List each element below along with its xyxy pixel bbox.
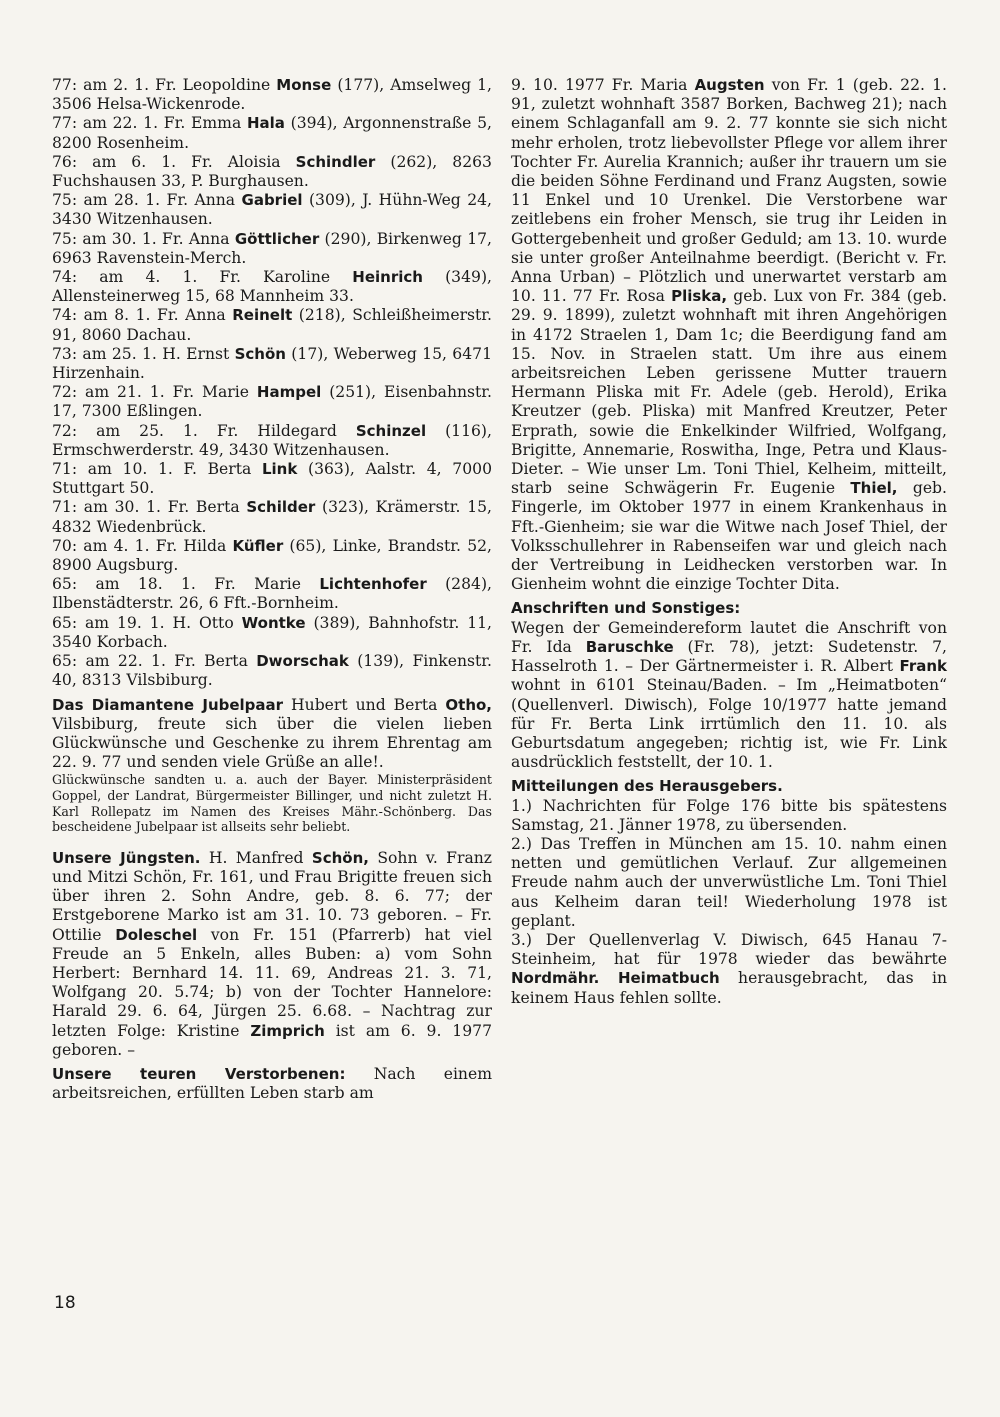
- publisher-item-3: [511, 931, 947, 1008]
- entry-name: Schön: [234, 344, 286, 363]
- person-name: Zimprich: [250, 1021, 325, 1040]
- entry-name: Schilder: [246, 498, 316, 517]
- birthday-entry: [52, 76, 492, 114]
- entry-text: (116), Ermschwerderstr. 49, 3430 Witzenhausen.: [52, 421, 492, 459]
- paragraph-text: ist am 6. 9. 1977 geboren. –: [52, 1021, 492, 1059]
- birthday-entry: [52, 460, 492, 498]
- publisher-heading: Mitteilungen des Herausgebers.: [511, 777, 783, 796]
- birthday-list: [52, 76, 492, 691]
- birthday-entry: [52, 230, 492, 268]
- youngest-paragraph: [52, 849, 492, 1060]
- person-name: Otho,: [445, 695, 492, 714]
- birthday-entry: [52, 114, 492, 152]
- paragraph-text: herausgebracht, das in keinem Haus fehlen sollte.: [511, 969, 947, 1007]
- entry-name: Monse: [276, 76, 332, 94]
- paragraph-text: geb. Lux von Fr. 384 (geb. 29. 9. 1899), zuletzt wohnhaft mit ihren Angehörigen in 4172 Straelen 1, Dam 1c; die Beerdigung fand am 15. Nov. in Straelen statt. Um ihre aus einem arbeitsreichen Leben gerissene Mutter trauern Hermann Pliska mit Fr. Adele (geb. Herold), Erika Kreutzer (geb. Pliska) mit Manfred Kreutzer, Peter Erprath, sowie die Enkelkinder Wilfried, Wolfgang, Brigitte, Annemarie, Roswitha, Inge, Petra und Klaus-Dieter. – Wie unser Lm. Toni Thiel, Kelheim, mitteilt, starb seine Schwägerin Fr. Eugenie: [511, 287, 948, 498]
- birthday-entry: [52, 422, 492, 460]
- entry-text: (323), Krämerstr. 15, 4832 Wiedenbrück.: [52, 498, 492, 536]
- entry-text: 72: am 21. 1. Fr. Marie: [52, 383, 257, 402]
- entry-text: 65: am 19. 1. H. Otto: [52, 613, 242, 632]
- entry-text: 71: am 30. 1. Fr. Berta: [52, 498, 247, 517]
- deceased-continued: [511, 76, 947, 594]
- entry-text: 77: am 2. 1. Fr. Leopoldine: [52, 76, 277, 94]
- entry-name: Dworschak: [256, 652, 349, 671]
- entry-text: (262), 8263 Fuchshausen 33, P. Burghausen.: [52, 152, 492, 191]
- youngest-heading: Unsere Jüngsten.: [52, 848, 201, 867]
- paragraph-text: Sohn v. Franz und Mitzi Schön, Fr. 161, und Frau Brigitte freuen sich über ihren 2. Sohn Andre, geb. 8. 6. 77; der Erstgeborene Marko ist am 31. 10. 73 geboren. – Fr. Ottilie: [52, 848, 493, 944]
- paragraph-text: 9. 10. 1977 Fr. Maria: [511, 76, 695, 94]
- entry-name: Lichtenhofer: [319, 575, 427, 594]
- entry-text: (394), Argonnenstraße 5, 8200 Rosenheim.: [52, 114, 492, 152]
- person-name: Frank: [899, 657, 947, 676]
- person-name: Thiel,: [850, 479, 898, 498]
- entry-text: 72: am 25. 1. Fr. Hildegard: [52, 421, 356, 440]
- jubilee-heading: Das Diamantene Jubelpaar: [52, 695, 284, 714]
- entry-name: Wontke: [241, 613, 306, 632]
- person-name: Augsten: [694, 76, 765, 94]
- person-name: Schön,: [311, 848, 369, 867]
- entry-text: (139), Finkenstr. 40, 8313 Vilsbiburg.: [52, 652, 492, 690]
- entry-text: 77: am 22. 1. Fr. Emma: [52, 114, 247, 133]
- entry-text: (17), Weberweg 15, 6471 Hirzenhain.: [52, 344, 492, 383]
- entry-text: (349), Allensteinerweg 15, 68 Mannheim 33.: [52, 268, 492, 306]
- entry-text: (65), Linke, Brandstr. 52, 8900 Augsburg.: [52, 536, 492, 575]
- entry-name: Küfler: [232, 536, 284, 555]
- birthday-entry: [52, 652, 492, 690]
- entry-text: (363), Aalstr. 4, 7000 Stuttgart 50.: [52, 460, 492, 498]
- right-column: [511, 76, 947, 1008]
- paragraph-text: (Fr. 78), jetzt: Sudetenstr. 7, Hasselroth 1. – Der Gärtnermeister i. R. Albert: [511, 637, 947, 676]
- entry-name: Gabriel: [241, 191, 303, 210]
- entry-text: (251), Eisenbahnstr. 17, 7300 Eßlingen.: [52, 383, 492, 421]
- paragraph-text: Hubert und Berta: [283, 695, 446, 714]
- entry-name: Schinzel: [355, 421, 427, 440]
- birthday-entry: [52, 614, 492, 652]
- entry-name: Göttlicher: [234, 229, 320, 248]
- publisher-item-2: 2.) Das Treffen in München am 15. 10. nahm einen netten und gemütlichen Verlauf. Zur allgemeinen Freude nahm auch der unverwüstliche Lm. Toni Thiel aus Kelheim daran teil! Wiederholung 1978 ist geplant.: [511, 834, 947, 930]
- entry-text: (290), Birkenweg 17, 6963 Ravenstein-Merch.: [52, 229, 492, 267]
- publisher-item-1: 1.) Nachrichten für Folge 176 bitte bis spätestens Samstag, 21. Jänner 1978, zu übersenden.: [511, 796, 947, 834]
- paragraph-text: geb. Fingerle, im Oktober 1977 in einem Krankenhaus in Fft.-Gienheim; sie war die Witwe nach Josef Thiel, der Volksschullehrer in Rabenseifen war und gleich nach der Vertreibung in Leidhecken verstorben war. In Gienheim wohnt die einzige Tochter Dita.: [511, 479, 947, 594]
- birthday-entry: [52, 383, 492, 421]
- addresses-paragraph: [511, 619, 947, 773]
- birthday-entry: [52, 191, 492, 229]
- entry-name: Heinrich: [352, 268, 423, 287]
- paragraph-text: H. Manfred: [200, 848, 312, 867]
- birthday-entry: [52, 537, 492, 575]
- person-name: Baruschke: [585, 637, 674, 656]
- entry-name: Hala: [246, 114, 285, 133]
- person-name: Doleschel: [115, 925, 198, 944]
- birthday-entry: [52, 268, 492, 306]
- entry-name: Hampel: [256, 383, 322, 402]
- deceased-paragraph: [52, 1065, 492, 1103]
- entry-text: 65: am 22. 1. Fr. Berta: [52, 652, 257, 671]
- entry-text: (284), Ilbenstädterstr. 26, 6 Fft.-Bornheim.: [52, 575, 492, 613]
- entry-text: (389), Bahnhofstr. 11, 3540 Korbach.: [52, 613, 492, 651]
- entry-text: (218), Schleißheimerstr. 91, 8060 Dachau.: [52, 306, 492, 344]
- paragraph-text: 3.) Der Quellenverlag V. Diwisch, 645 Hanau 7-Steinheim, hat für 1978 wieder das bewährte: [511, 930, 947, 969]
- entry-text: 73: am 25. 1. H. Ernst: [52, 344, 235, 363]
- entry-text: (177), Amselweg 1, 3506 Helsa-Wickenrode.: [52, 76, 492, 114]
- paragraph-text: von Fr. 1 (geb. 22. 1. 91, zuletzt wohnhaft 3587 Borken, Bachweg 21); nach einem Schlaganfall am 9. 2. 77 konnte sie sich nicht mehr erholen, trotz liebevollster Pflege vor allem ihrer Tochter Fr. Aurelia Krannich; außer ihr trauern um sie die beiden Söhne Ferdinand und Franz Augsten, sowie 11 Enkel und 10 Urenkel. Die Verstorbene war zeitlebens ein froher Mensch, sie trug ihr Leiden in Gottergebenheit und großer Geduld; am 13. 10. wurde sie unter großer Anteilnahme beerdigt. (Bericht v. Fr. Anna Urban) – Plötzlich und unerwartet verstarb am 10. 11. 77 Fr. Rosa: [511, 76, 947, 306]
- person-name: Pliska,: [671, 287, 728, 306]
- jubilee-note: Glückwünsche sandten u. a. auch der Bayer. Ministerpräsident Goppel, der Landrat, Bürgermeister Billinger, und nicht zuletzt H. Karl Rollepatz im Namen des Kreises Mähr.-Schönberg. Das bescheidene Jubelpaar ist allseits sehr beliebt.: [52, 772, 492, 835]
- birthday-entry: [52, 575, 492, 613]
- entry-text: 71: am 10. 1. F. Berta: [52, 460, 262, 479]
- deceased-heading: Unsere teuren Verstorbenen:: [52, 1064, 346, 1083]
- entry-name: Link: [261, 460, 298, 479]
- entry-name: Reinelt: [232, 306, 293, 325]
- entry-name: Schindler: [295, 152, 376, 171]
- birthday-entry: [52, 306, 492, 344]
- entry-text: 74: am 4. 1. Fr. Karoline: [52, 268, 353, 287]
- entry-text: 70: am 4. 1. Fr. Hilda: [52, 536, 233, 555]
- addresses-heading: Anschriften und Sonstiges:: [511, 599, 741, 618]
- entry-text: 75: am 30. 1. Fr. Anna: [52, 229, 235, 248]
- entry-text: 65: am 18. 1. Fr. Marie: [52, 575, 320, 594]
- paragraph-text: Vilsbiburg, freute sich über die vielen lieben Glückwünsche und Geschenke zu ihrem Ehrentag am 22. 9. 77 und senden viele Grüße an alle!.: [52, 714, 492, 772]
- entry-text: 76: am 6. 1. Fr. Aloisia: [52, 152, 296, 171]
- birthday-entry: [52, 153, 492, 191]
- paragraph-text: wohnt in 6101 Steinau/Baden. – Im „Heimatboten“ (Quellenverl. Diwisch), Folge 10/1977 hatte jemand für Fr. Berta Link irrtümlich den 11. 10. als Geburtsdatum angegeben; richtig ist, wie Fr. Link ausdrücklich feststellt, der 10. 1.: [511, 676, 947, 772]
- left-column: [52, 76, 492, 1103]
- paragraph-text: Nach einem arbeitsreichen, erfüllten Leben starb am: [52, 1064, 492, 1103]
- book-title: Nordmähr. Heimatbuch: [511, 969, 720, 988]
- entry-text: 74: am 8. 1. Fr. Anna: [52, 306, 233, 325]
- page-number: 18: [54, 1293, 76, 1313]
- birthday-entry: [52, 498, 492, 536]
- entry-text: 75: am 28. 1. Fr. Anna: [52, 191, 242, 210]
- entry-text: (309), J. Hühn-Weg 24, 3430 Witzenhausen.: [52, 191, 492, 229]
- birthday-entry: [52, 345, 492, 383]
- paragraph-text: Wegen der Gemeindereform lautet die Anschrift von Fr. Ida: [511, 618, 947, 656]
- paragraph-text: von Fr. 151 (Pfarrerb) hat viel Freude an 5 Enkeln, alles Buben: a) vom Sohn Herbert: Bernhard 14. 11. 69, Andreas 21. 3. 71, Wolfgang 20. 5.74; b) von der Tochter Hannelore: Harald 29. 6. 64, Jürgen 25. 6.68. – Nachtrag zur letzten Folge: Kristine: [52, 925, 492, 1040]
- jubilee-paragraph: [52, 696, 492, 773]
